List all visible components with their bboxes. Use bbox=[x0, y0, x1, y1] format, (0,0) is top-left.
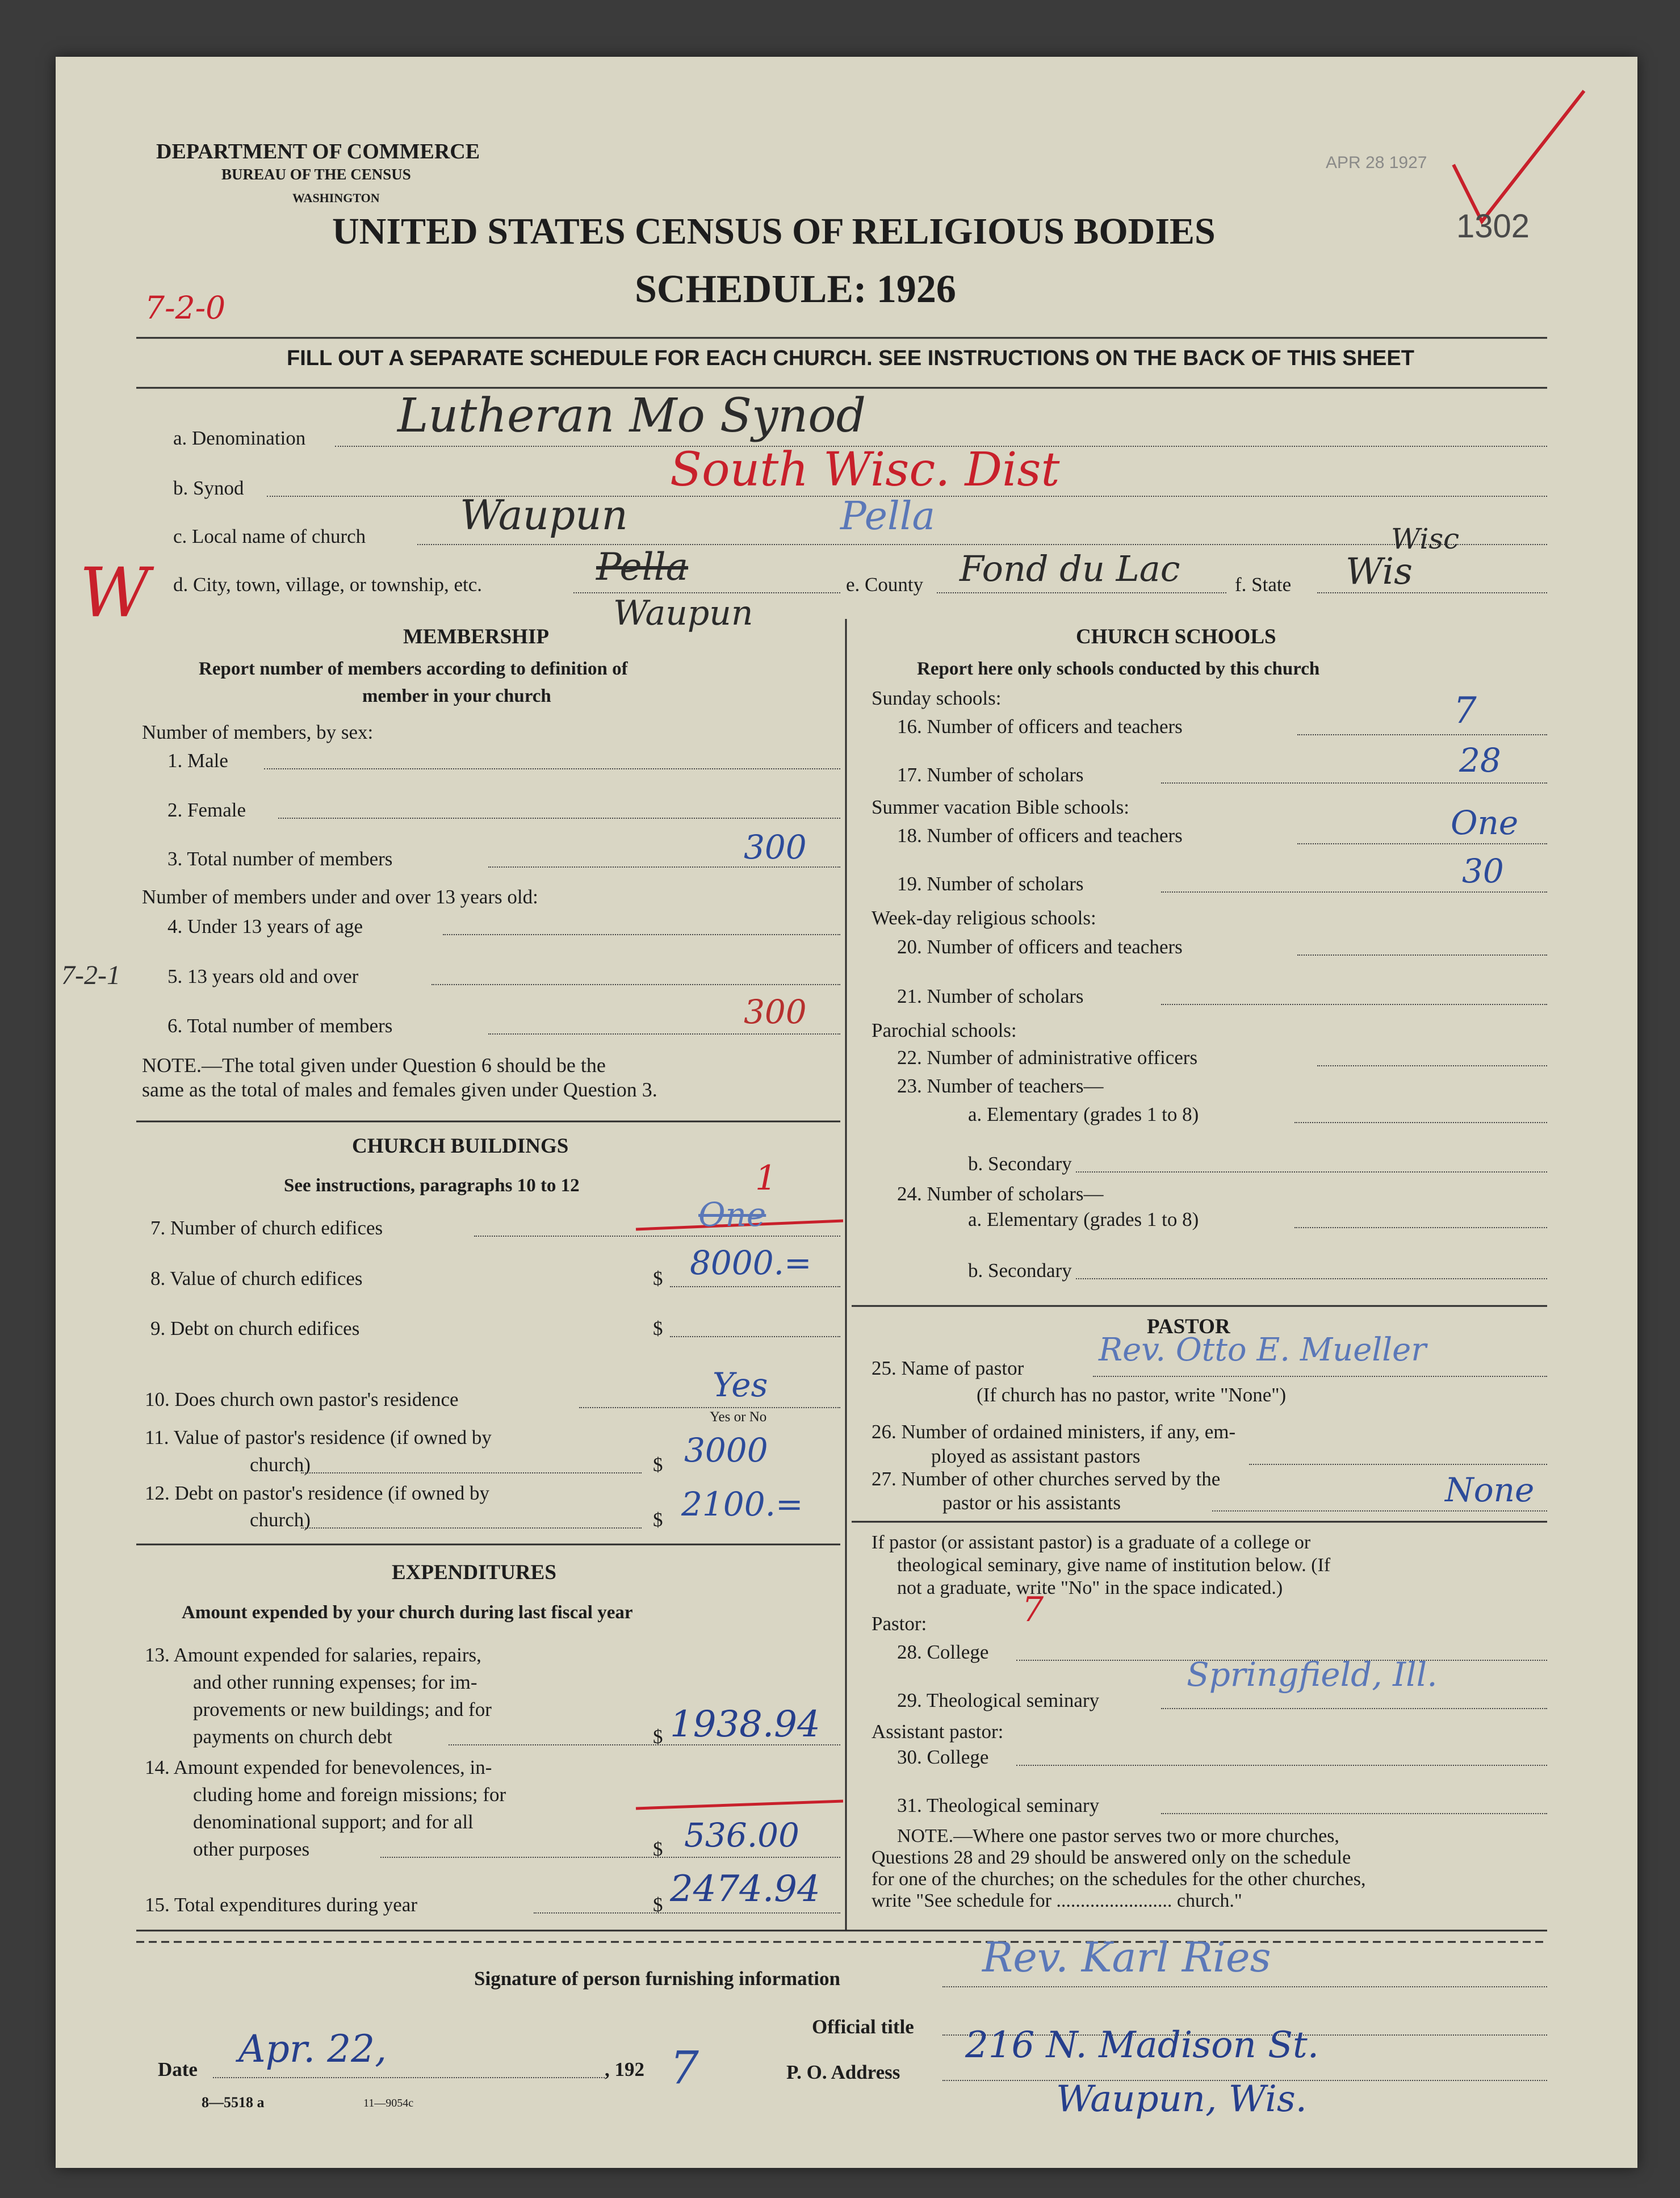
q13-dollar-sign: $ bbox=[653, 1726, 663, 1748]
county-label: e. County bbox=[846, 573, 924, 596]
q18-label: 18. Number of officers and teachers bbox=[897, 824, 1183, 847]
q22-label: 22. Number of administrative officers bbox=[897, 1046, 1198, 1069]
church-schools-heading: CHURCH SCHOOLS bbox=[1076, 625, 1276, 648]
pastor-note-1: NOTE.—Where one pastor serves two or more churches, bbox=[897, 1826, 1339, 1847]
denomination-label: a. Denomination bbox=[173, 427, 306, 449]
q21-label: 21. Number of scholars bbox=[897, 985, 1084, 1007]
q13-label-3: provements or new buildings; and for bbox=[193, 1698, 492, 1720]
q26-label-1: 26. Number of ordained ministers, if any, em- bbox=[872, 1421, 1236, 1443]
q17-label: 17. Number of scholars bbox=[897, 764, 1084, 786]
q23b-line bbox=[1076, 1171, 1547, 1173]
city-value-struck[interactable]: Pella bbox=[596, 545, 689, 589]
q8-value[interactable]: 8000.= bbox=[690, 1244, 812, 1282]
q16-line bbox=[1297, 734, 1547, 735]
q10-line bbox=[579, 1407, 840, 1408]
members-by-age-label: Number of members under and over 13 years old: bbox=[142, 886, 538, 908]
q23b-label: b. Secondary bbox=[968, 1153, 1072, 1175]
q3-total-value[interactable]: 300 bbox=[744, 828, 807, 866]
q25-value[interactable]: Rev. Otto E. Mueller bbox=[1099, 1332, 1427, 1368]
q13-label-4: payments on church debt bbox=[193, 1726, 392, 1748]
q5-over13-label: 5. 13 years old and over bbox=[167, 965, 359, 987]
expenditures-heading: EXPENDITURES bbox=[392, 1561, 556, 1584]
church-buildings-sub: See instructions, paragraphs 10 to 12 bbox=[284, 1175, 580, 1196]
form-number: 8—5518 a bbox=[202, 2094, 265, 2111]
q27-value[interactable]: None bbox=[1445, 1471, 1535, 1509]
q10-yes-no-hint: Yes or No bbox=[710, 1409, 767, 1425]
state-label: f. State bbox=[1235, 573, 1292, 596]
q14-label-1: 14. Amount expended for benevolences, in- bbox=[145, 1756, 492, 1778]
q4-under13-label: 4. Under 13 years of age bbox=[167, 915, 363, 937]
membership-sub-2: member in your church bbox=[362, 686, 551, 706]
q11-value[interactable]: 3000 bbox=[684, 1431, 768, 1469]
q31-label: 31. Theological seminary bbox=[897, 1794, 1100, 1816]
sunday-schools-label: Sunday schools: bbox=[872, 687, 1002, 709]
weekday-schools-label: Week-day religious schools: bbox=[872, 907, 1096, 929]
q15-line bbox=[534, 1912, 840, 1914]
q25-line bbox=[1093, 1376, 1547, 1377]
date-line bbox=[213, 2077, 605, 2078]
q15-value[interactable]: 2474.94 bbox=[670, 1868, 820, 1910]
q28-label: 28. College bbox=[897, 1641, 989, 1663]
q13-value[interactable]: 1938.94 bbox=[670, 1703, 820, 1745]
bureau-city: WASHINGTON bbox=[292, 191, 380, 205]
q24a-line bbox=[1294, 1227, 1547, 1228]
q2-female-label: 2. Female bbox=[167, 799, 246, 821]
q13-label-2: and other running expenses; for im- bbox=[193, 1671, 477, 1693]
q7-edifices-correction[interactable]: 1 bbox=[755, 1158, 777, 1198]
margin-w-annotation: W bbox=[79, 554, 150, 633]
q29-value[interactable]: Springfield, Ill. bbox=[1187, 1655, 1438, 1694]
pastor-note-4: write "See schedule for ........................ church." bbox=[872, 1890, 1242, 1911]
q19-value[interactable]: 30 bbox=[1462, 852, 1504, 890]
q7-line bbox=[474, 1236, 840, 1237]
q23-label: 23. Number of teachers— bbox=[897, 1075, 1104, 1097]
q25-label: 25. Name of pastor bbox=[872, 1357, 1024, 1379]
q12-value[interactable]: 2100.= bbox=[681, 1485, 803, 1523]
assistant-pastor-subheading: Assistant pastor: bbox=[872, 1720, 1004, 1743]
q18-line bbox=[1297, 843, 1547, 844]
q29-label: 29. Theological seminary bbox=[897, 1689, 1100, 1711]
year-prefix: , 192 bbox=[605, 2058, 644, 2080]
membership-sub-1: Report number of members according to definition of bbox=[199, 659, 628, 679]
q15-dollar-sign: $ bbox=[653, 1894, 663, 1916]
q26-label-2: ployed as assistant pastors bbox=[931, 1445, 1141, 1467]
local-name-value[interactable]: Waupun bbox=[460, 491, 628, 539]
parochial-schools-label: Parochial schools: bbox=[872, 1019, 1017, 1041]
q6-total-value[interactable]: 300 bbox=[744, 993, 807, 1031]
po-address-label: P. O. Address bbox=[786, 2061, 900, 2083]
q20-label: 20. Number of officers and teachers bbox=[897, 936, 1183, 958]
date-value[interactable]: Apr. 22, bbox=[238, 2027, 387, 2071]
q24b-line bbox=[1076, 1278, 1547, 1279]
department-name: DEPARTMENT OF COMMERCE bbox=[156, 140, 480, 164]
state-value[interactable]: Wis bbox=[1346, 551, 1413, 593]
q14-label-3: denominational support; and for all bbox=[193, 1811, 474, 1833]
membership-note-1: NOTE.—The total given under Question 6 should be the bbox=[142, 1054, 606, 1077]
denomination-value[interactable]: Lutheran Mo Synod bbox=[397, 389, 866, 443]
graduate-instruction-3: not a graduate, write "No" in the space indicated.) bbox=[897, 1577, 1283, 1598]
q16-value[interactable]: 7 bbox=[1453, 690, 1477, 732]
print-number: 11—9054c bbox=[363, 2097, 414, 2109]
q12-label-1: 12. Debt on pastor's residence (if owned by bbox=[145, 1482, 489, 1504]
q21-line bbox=[1161, 1004, 1547, 1005]
q20-line bbox=[1297, 954, 1547, 956]
membership-heading: MEMBERSHIP bbox=[403, 625, 549, 648]
q19-line bbox=[1161, 891, 1547, 893]
q14-label-4: other purposes bbox=[193, 1838, 310, 1860]
q9-debt-label: 9. Debt on church edifices bbox=[150, 1317, 360, 1339]
local-name-line bbox=[417, 544, 1547, 545]
po-address-value-1[interactable]: 216 N. Madison St. bbox=[965, 2024, 1319, 2066]
pastor-subheading: Pastor: bbox=[872, 1613, 927, 1635]
signature-line bbox=[942, 1986, 1547, 1987]
date-label: Date bbox=[158, 2058, 198, 2080]
q8-dollar-sign: $ bbox=[653, 1267, 663, 1290]
bureau-name: BUREAU OF THE CENSUS bbox=[221, 166, 411, 183]
signature-label: Signature of person furnishing information bbox=[474, 1967, 840, 1990]
q14-dollar-sign: $ bbox=[653, 1838, 663, 1860]
membership-note-2: same as the total of males and females given under Question 3. bbox=[142, 1078, 657, 1101]
expenditures-sub: Amount expended by your church during last fiscal year bbox=[182, 1602, 633, 1623]
q16-label: 16. Number of officers and teachers bbox=[897, 715, 1183, 738]
q23a-label: a. Elementary (grades 1 to 8) bbox=[968, 1103, 1199, 1125]
summer-schools-label: Summer vacation Bible schools: bbox=[872, 796, 1129, 818]
schedule-number-stamp: 1302 bbox=[1456, 208, 1530, 245]
q24b-label: b. Secondary bbox=[968, 1259, 1072, 1282]
margin-code-annotation: 7-2-0 bbox=[145, 290, 226, 326]
q14-label-2: cluding home and foreign missions; for bbox=[193, 1783, 506, 1806]
form-title: UNITED STATES CENSUS OF RELIGIOUS BODIES bbox=[332, 211, 1216, 252]
q12-label-2: church) bbox=[250, 1509, 311, 1531]
q11-dollar-sign: $ bbox=[653, 1454, 663, 1476]
q27-label-2: pastor or his assistants bbox=[942, 1492, 1121, 1514]
q25-note: (If church has no pastor, write "None") bbox=[977, 1384, 1287, 1406]
county-value[interactable]: Fond du Lac bbox=[960, 548, 1180, 589]
q12-dollar-sign: $ bbox=[653, 1509, 663, 1531]
q17-line bbox=[1161, 782, 1547, 784]
q4-line bbox=[443, 934, 840, 935]
q11-line bbox=[301, 1472, 642, 1473]
q3-line bbox=[488, 866, 840, 868]
q15-label: 15. Total expenditures during year bbox=[145, 1894, 417, 1916]
q8-value-label: 8. Value of church edifices bbox=[150, 1267, 363, 1290]
received-date-stamp: APR 28 1927 bbox=[1326, 153, 1427, 172]
city-label: d. City, town, village, or township, etc. bbox=[173, 573, 483, 596]
church-buildings-heading: CHURCH BUILDINGS bbox=[352, 1134, 569, 1158]
q3-total-label: 3. Total number of members bbox=[167, 848, 393, 870]
q8-line bbox=[670, 1286, 840, 1287]
county-line bbox=[937, 592, 1226, 593]
synod-label: b. Synod bbox=[173, 477, 244, 499]
synod-value[interactable]: South Wisc. Dist bbox=[670, 443, 1060, 497]
q6-line bbox=[488, 1033, 840, 1035]
q23a-line bbox=[1294, 1122, 1547, 1123]
q30-line bbox=[1016, 1765, 1547, 1766]
local-name-label: c. Local name of church bbox=[173, 525, 366, 547]
q1-line bbox=[264, 768, 840, 769]
local-name-value-2[interactable]: Pella bbox=[840, 494, 935, 539]
q19-label: 19. Number of scholars bbox=[897, 873, 1084, 895]
members-by-sex-label: Number of members, by sex: bbox=[142, 721, 374, 743]
q1-male-label: 1. Male bbox=[167, 750, 228, 772]
q5-line bbox=[431, 984, 840, 985]
q22-line bbox=[1317, 1065, 1547, 1066]
q31-line bbox=[1161, 1813, 1547, 1814]
city-value[interactable]: Waupun bbox=[613, 593, 753, 633]
q18-value[interactable]: One bbox=[1451, 803, 1519, 842]
year-value[interactable]: 7 bbox=[670, 2041, 699, 2094]
q12-line bbox=[301, 1527, 642, 1529]
graduate-instruction-1: If pastor (or assistant pastor) is a graduate of a college or bbox=[872, 1532, 1311, 1553]
official-title-label: Official title bbox=[812, 2016, 914, 2038]
q7-edifices-label: 7. Number of church edifices bbox=[150, 1217, 383, 1239]
graduate-instruction-2: theological seminary, give name of institution below. (If bbox=[897, 1555, 1331, 1576]
schedule-year: SCHEDULE: 1926 bbox=[635, 267, 956, 311]
po-address-value-2[interactable]: Waupun, Wis. bbox=[1056, 2078, 1307, 2120]
signature-value[interactable]: Rev. Karl Ries bbox=[982, 1933, 1271, 1981]
q10-residence-value[interactable]: Yes bbox=[713, 1366, 768, 1404]
q14-value[interactable]: 536.00 bbox=[684, 1816, 799, 1854]
q14-line bbox=[380, 1857, 840, 1858]
q9-line bbox=[670, 1336, 840, 1337]
q26-line bbox=[1249, 1464, 1547, 1465]
q30-label: 30. College bbox=[897, 1746, 989, 1768]
q24a-label: a. Elementary (grades 1 to 8) bbox=[968, 1208, 1199, 1230]
q17-value[interactable]: 28 bbox=[1459, 741, 1501, 780]
pastor-note-3: for one of the churches; on the schedules for the other churches, bbox=[872, 1869, 1366, 1890]
state-value-2[interactable]: Wisc bbox=[1391, 522, 1460, 555]
q27-line bbox=[1212, 1510, 1547, 1512]
q24-label: 24. Number of scholars— bbox=[897, 1183, 1104, 1205]
q6-total-label: 6. Total number of members bbox=[167, 1015, 393, 1037]
pastor-heading: PASTOR bbox=[1147, 1315, 1230, 1338]
q7-edifices-value[interactable]: One bbox=[698, 1195, 766, 1234]
q9-dollar-sign: $ bbox=[653, 1317, 663, 1339]
q29-line bbox=[1161, 1708, 1547, 1709]
pastor-mark: 7 bbox=[1022, 1590, 1044, 1630]
margin-side-annotation: 7-2-1 bbox=[61, 960, 120, 990]
q13-label-1: 13. Amount expended for salaries, repairs, bbox=[145, 1644, 481, 1666]
instruction-banner: FILL OUT A SEPARATE SCHEDULE FOR EACH CHURCH. SEE INSTRUCTIONS ON THE BACK OF THIS SHEET bbox=[287, 346, 1414, 370]
pastor-note-2: Questions 28 and 29 should be answered only on the schedule bbox=[872, 1847, 1351, 1868]
church-schools-sub: Report here only schools conducted by this church bbox=[917, 659, 1320, 679]
q10-residence-label: 10. Does church own pastor's residence bbox=[145, 1388, 459, 1410]
q11-label-2: church) bbox=[250, 1454, 311, 1476]
q11-label-1: 11. Value of pastor's residence (if owned by bbox=[145, 1426, 492, 1448]
q27-label-1: 27. Number of other churches served by the bbox=[872, 1468, 1221, 1490]
q2-line bbox=[278, 818, 840, 819]
